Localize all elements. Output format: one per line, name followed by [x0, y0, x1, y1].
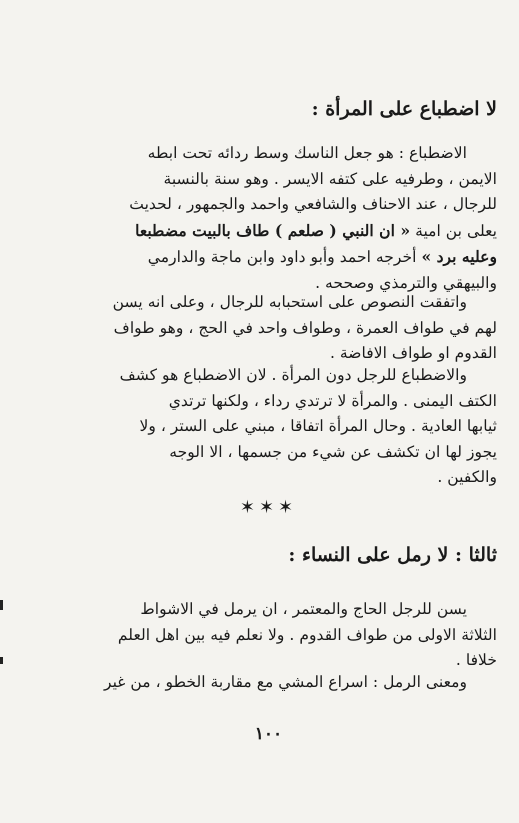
- text-line: ومعنى الرمل : اسراع المشي مع مقاربة الخطو ، من غير: [103, 673, 467, 691]
- text-span: يعلى بن امية: [415, 221, 497, 240]
- text-line: يجوز لها ان تكشف عن شيء من جسمها ، الا الوجه: [169, 442, 497, 461]
- paragraph-raml-meaning: [40, 670, 497, 696]
- section-heading-no-idtiba: لا اضطباع على المرأة :: [311, 98, 497, 120]
- text-line-with-hadith: [40, 244, 497, 271]
- paragraph-definition: [40, 141, 497, 296]
- section-divider-stars: ✶✶✶: [239, 497, 298, 518]
- text-line: ثيابها العادية . وحال المرأة اتفاقا ، مبني على الستر ، ولا: [139, 417, 497, 435]
- hadith-quote: « ان النبي ( صلعم ) طاف بالبيت مضطبعا: [135, 220, 411, 240]
- text-line: الثلاثة الاولى من طواف القدوم . ولا نعلم فيه بين اهل العلم: [117, 625, 497, 644]
- text-line: للرجال ، عند الاحناف والشافعي واحمد والجمهور ، لحديث: [129, 195, 497, 213]
- text-line: خلافا .: [455, 651, 497, 669]
- section-heading-no-raml: ثالثا : لا رمل على النساء :: [288, 544, 497, 566]
- text-line: الايمن ، وطرفيه على كتفه الايسر . وهو سنة بالنسبة: [163, 169, 497, 188]
- text-line: والاضطباع للرجل دون المرأة . لان الاضطباع هو كشف: [119, 366, 467, 384]
- text-line: واتفقت النصوص على استحبابه للرجال ، وعلى انه يسن: [112, 293, 467, 311]
- paragraph-men-only: [40, 363, 497, 491]
- page-number: ١٠٠: [254, 724, 283, 744]
- text-line: لهم في طواف العمرة ، وطواف واحد في الحج ، وهو طواف: [113, 318, 497, 337]
- scan-edge-mark: [0, 600, 3, 610]
- text-span: أخرجه احمد وأبو داود وابن ماجة والدارمي: [147, 248, 417, 266]
- scan-edge-mark: [0, 657, 3, 664]
- text-line: والكفين .: [437, 468, 497, 486]
- text-line: القدوم او طواف الافاضة .: [330, 344, 497, 362]
- text-line-with-hadith: [40, 218, 497, 245]
- text-line: الاضطباع : هو جعل الناسك وسط ردائه تحت ابطه: [147, 144, 467, 162]
- book-page: [40, 0, 497, 823]
- hadith-quote-end: وعليه برد »: [421, 247, 497, 266]
- text-line: الكتف اليمنى . والمرأة لا ترتدي رداء ، ولكنها ترتدي: [168, 391, 497, 410]
- paragraph-raml-sunna: [40, 597, 497, 674]
- text-line: والبيهقي والترمذي وصححه .: [315, 273, 497, 292]
- paragraph-agreement: [40, 290, 497, 367]
- text-line: يسن للرجل الحاج والمعتمر ، ان يرمل في الاشواط: [140, 600, 467, 618]
